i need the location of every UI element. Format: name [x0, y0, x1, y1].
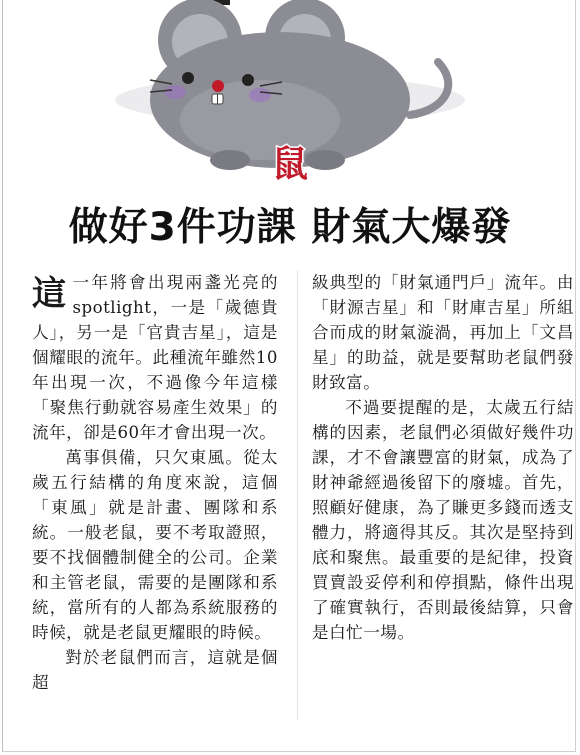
- article-column-right: [312, 270, 574, 645]
- mouse-mascot-illustration: [110, 0, 470, 190]
- paragraph-4: 級典型的「財氣通門戶」流年。由「財源吉星」和「財庫吉星」所組合而成的財氣漩渦，再加上「文昌星」的助益，就是要幫助老鼠們發財致富。: [312, 273, 574, 392]
- mouse-cheek-right: [249, 88, 271, 102]
- drop-cap: 這: [32, 274, 67, 314]
- mouse-nose: [212, 80, 224, 92]
- paragraph-1: [32, 270, 278, 445]
- zodiac-character: 鼠: [271, 144, 309, 185]
- article-title: 做好3件功課 財氣大爆發: [68, 205, 512, 250]
- mouse-foot-right: [305, 150, 345, 170]
- column-divider: [297, 270, 298, 720]
- paragraph-3: 對於老鼠們而言，這就是個超: [32, 648, 278, 692]
- paragraph-1-text: 一年將會出現兩盞光亮的spotlight，一是「歲德貴人」，另一是「官貴吉星」，這是個耀眼的流年。此種流年雖然10年出現一次，不過像今年這樣「聚焦行動就容易產生效果」的流年，卻是60年才會出現一次。: [32, 273, 278, 442]
- mouse-eye-right: [242, 74, 254, 86]
- mouse-eye-left: [182, 72, 194, 84]
- paragraph-5: 不過要提醒的是，太歲五行結構的因素，老鼠們必須做好幾件功課，才不會讓豐富的財氣，成為了財神爺經過後留下的廢墟。首先，照顧好健康，為了賺更多錢而透支體力，將適得其反。其次是堅持到底和聚焦。最重要的是紀律，投資買賣設妥停利和停損點，條件出現了確實執行，否則最後結算，只會是白忙一場。: [312, 398, 574, 642]
- mouse-cheek-left: [164, 85, 186, 99]
- paragraph-2: 萬事俱備，只欠東風。從太歲五行結構的角度來說，這個「東風」就是計畫、團隊和系統。一般老鼠，要不考取證照，要不找個體制健全的公司。企業和主管老鼠，需要的是團隊和系統，當所有的人都為系統服務的時候，就是老鼠更耀眼的時候。: [32, 448, 278, 642]
- article-column-left: [32, 270, 278, 695]
- mouse-foot-left: [210, 150, 250, 170]
